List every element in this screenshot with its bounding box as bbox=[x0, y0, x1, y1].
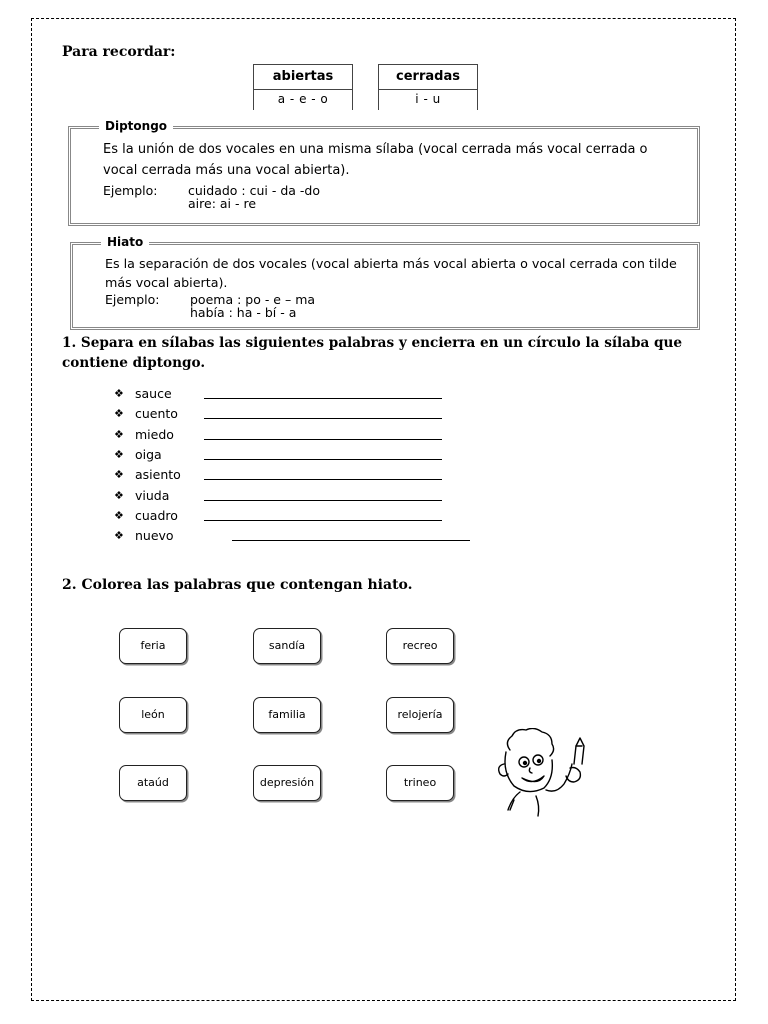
word-card[interactable]: feria bbox=[119, 628, 187, 664]
word-label: cuento bbox=[135, 406, 178, 421]
answer-line[interactable] bbox=[204, 439, 442, 440]
diamond-bullet-icon: ❖ bbox=[114, 448, 124, 461]
word-card[interactable]: relojería bbox=[386, 697, 454, 733]
hiato-box bbox=[70, 235, 700, 330]
open-vowels-letters: a - e - o bbox=[277, 92, 329, 106]
diamond-bullet-icon: ❖ bbox=[114, 407, 124, 420]
closed-vowels-box bbox=[378, 64, 478, 110]
diamond-bullet-icon: ❖ bbox=[114, 529, 124, 542]
diptongo-example-label: Ejemplo: bbox=[103, 183, 158, 198]
hiato-example-label: Ejemplo: bbox=[105, 292, 160, 307]
word-label: miedo bbox=[135, 427, 174, 442]
diamond-bullet-icon: ❖ bbox=[114, 509, 124, 522]
word-label: viuda bbox=[135, 488, 170, 503]
diamond-bullet-icon: ❖ bbox=[114, 468, 124, 481]
diptongo-example-2: aire: ai - re bbox=[188, 196, 257, 211]
diptongo-definition: Es la unión de dos vocales en una misma sílaba (vocal cerrada más vocal cerrada o vocal cerrada más una vocal abierta). bbox=[103, 142, 648, 178]
hiato-example-2: había : ha - bí - a bbox=[190, 305, 297, 320]
word-label: oiga bbox=[135, 447, 162, 462]
word-card[interactable]: recreo bbox=[386, 628, 454, 664]
answer-line[interactable] bbox=[232, 540, 470, 541]
word-card[interactable]: sandía bbox=[253, 628, 321, 664]
word-card[interactable]: león bbox=[119, 697, 187, 733]
answer-line[interactable] bbox=[204, 500, 442, 501]
diptongo-box bbox=[68, 119, 700, 226]
hiato-definition: Es la separación de dos vocales (vocal abierta más vocal abierta o vocal cerrada con tilde más vocal abierta). bbox=[105, 256, 677, 290]
diptongo-title: Diptongo bbox=[99, 119, 173, 133]
open-vowels-box bbox=[253, 64, 353, 110]
exercise-1-instruction: 1. Separa en sílabas las siguientes palabras y encierra en un círculo la sílaba que contiene diptongo. bbox=[62, 335, 683, 371]
word-card[interactable]: trineo bbox=[386, 765, 454, 801]
closed-vowels-title: cerradas bbox=[379, 64, 477, 90]
word-label: sauce bbox=[135, 386, 172, 401]
page-heading: Para recordar: bbox=[62, 44, 176, 60]
exercise-2-instruction: 2. Colorea las palabras que contengan hiato. bbox=[62, 577, 413, 593]
open-vowels-title: abiertas bbox=[254, 64, 352, 90]
word-label: cuadro bbox=[135, 508, 178, 523]
answer-line[interactable] bbox=[204, 398, 442, 399]
diptongo-example-1: cuidado : cui - da -do bbox=[188, 183, 320, 198]
diamond-bullet-icon: ❖ bbox=[114, 428, 124, 441]
answer-line[interactable] bbox=[204, 479, 442, 480]
word-label: asiento bbox=[135, 467, 181, 482]
word-label: nuevo bbox=[135, 528, 174, 543]
hiato-title: Hiato bbox=[101, 235, 149, 249]
child-with-pencil-icon bbox=[496, 728, 606, 818]
diamond-bullet-icon: ❖ bbox=[114, 489, 124, 502]
answer-line[interactable] bbox=[204, 418, 442, 419]
word-card[interactable]: depresión bbox=[253, 765, 321, 801]
diamond-bullet-icon: ❖ bbox=[114, 387, 124, 400]
answer-line[interactable] bbox=[204, 459, 442, 460]
closed-vowels-letters: i - u bbox=[415, 92, 441, 106]
answer-line[interactable] bbox=[204, 520, 442, 521]
hiato-example-1: poema : po - e – ma bbox=[190, 292, 316, 307]
word-card[interactable]: familia bbox=[253, 697, 321, 733]
word-card[interactable]: ataúd bbox=[119, 765, 187, 801]
